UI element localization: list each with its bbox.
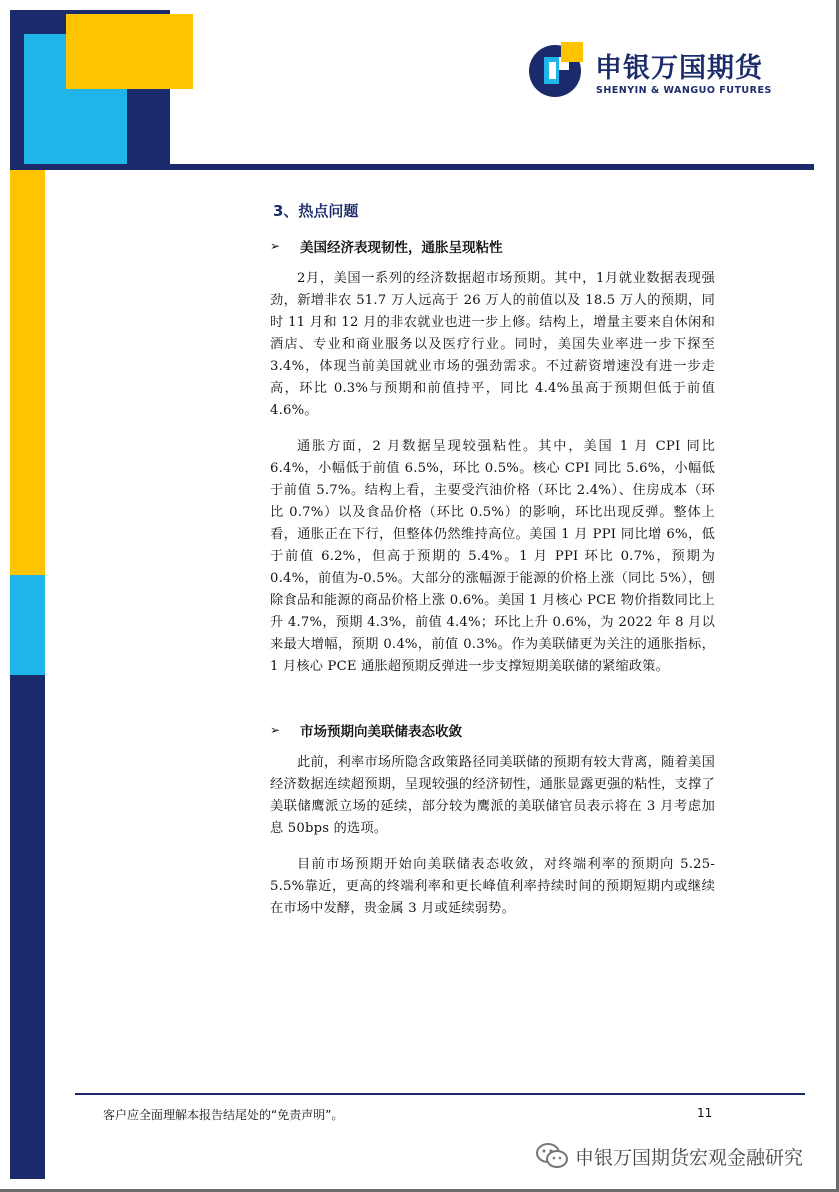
topic-heading	[270, 236, 715, 256]
topic-heading-text: 美国经济表现韧性，通胀呈现粘性	[300, 240, 503, 256]
bullet-arrow-icon: ➢	[270, 239, 281, 253]
side-bar-cyan	[10, 575, 45, 675]
side-bar-navy	[10, 675, 45, 1179]
topic-heading	[270, 720, 715, 740]
bullet-arrow-icon: ➢	[270, 723, 281, 737]
page-number: 11	[697, 1106, 713, 1120]
disclaimer-note: 客户应全面理解本报告结尾处的“免责声明”。	[103, 1108, 344, 1122]
topic-heading-text: 市场预期向美联储表态收敛	[300, 724, 462, 740]
footer-rule	[75, 1093, 805, 1095]
logo-name-en: SHENYIN & WANGUO FUTURES	[596, 85, 772, 96]
header-rule	[10, 164, 814, 170]
side-bar-yellow	[10, 170, 45, 575]
paragraph: 此前，利率市场所隐含政策路径同美联储的预期有较大背离，随着美国经济数据连续超预期，呈现较强的经济韧性，通胀显露更强的粘性，支撑了美联储鹰派立场的延续，部分较为鹰派的美联储官员表示将在 3 月考虑加息 50bps 的选项。	[270, 755, 715, 836]
section-title: 3、热点问题	[273, 202, 359, 220]
logo-name-cn: 申银万国期货	[595, 53, 763, 84]
wechat-icon	[535, 1141, 569, 1171]
paragraph: 目前市场预期开始向美联储表态收敛，对终端利率的预期向 5.25-5.5%靠近，更高的终端利率和更长峰值利率持续时间的预期短期内或继续在市场中发酵，贵金属 3 月或延续弱势。	[270, 857, 715, 916]
company-logo	[527, 40, 777, 102]
report-content	[270, 200, 715, 934]
paragraph: 2月，美国一系列的经济数据超市场预期。其中，1月就业数据表现强劲，新增非农 51.7 万人远高于 26 万人的前值以及 18.5 万人的预期，同时 11 月和 12 月的非农就业也进一步上修。结构上，增量主要来自休闲和酒店、专业和商业服务以及医疗行业。同时，美国失业率进一步下探至 3.4%，体现当前美国就业市场的强劲需求。不过薪资增速没有进一步走高，环比 0.3%与预期和前值持平，同比 4.4%虽高于预期但低于前值 4.6%。	[270, 271, 715, 418]
logo-mark-icon	[527, 40, 585, 98]
header-decoration-yellow-block	[66, 14, 193, 89]
watermark-text: 申银万国期货宏观金融研究	[575, 1146, 804, 1169]
paragraph: 通胀方面，2 月数据呈现较强粘性。其中，美国 1 月 CPI 同比 6.4%，小幅低于前值 6.5%，环比 0.5%。核心 CPI 同比 5.6%，小幅低于前值 5.7%。结构上看，主要受汽油价格（环比 2.4%）、住房成本（环比 0.7%）以及食品价格（环比 0.5%）的影响，环比出现反弹。整体上看，通胀正在下行，但整体仍然维持高位。美国 1 月 PPI 同比增 6%，低于前值 6.2%，但高于预期的 5.4%。1 月 PPI 环比 0.7%，预期为 0.4%，前值为-0.5%。大部分的涨幅源于能源的价格上涨（同比 5%），刨除食品和能源的商品价格上涨 0.6%。美国 1 月核心 PCE 物价指数同比上升 4.7%，预期 4.3%，前值 4.4%；环比上升 0.6%，为 2022 年 8 月以来最大增幅，预期 0.4%，前值 0.3%。作为美联储更为关注的通胀指标，1 月核心 PCE 通胀超预期反弹进一步支撑短期美联储的紧缩政策。	[270, 439, 715, 674]
wechat-watermark	[535, 1140, 825, 1172]
